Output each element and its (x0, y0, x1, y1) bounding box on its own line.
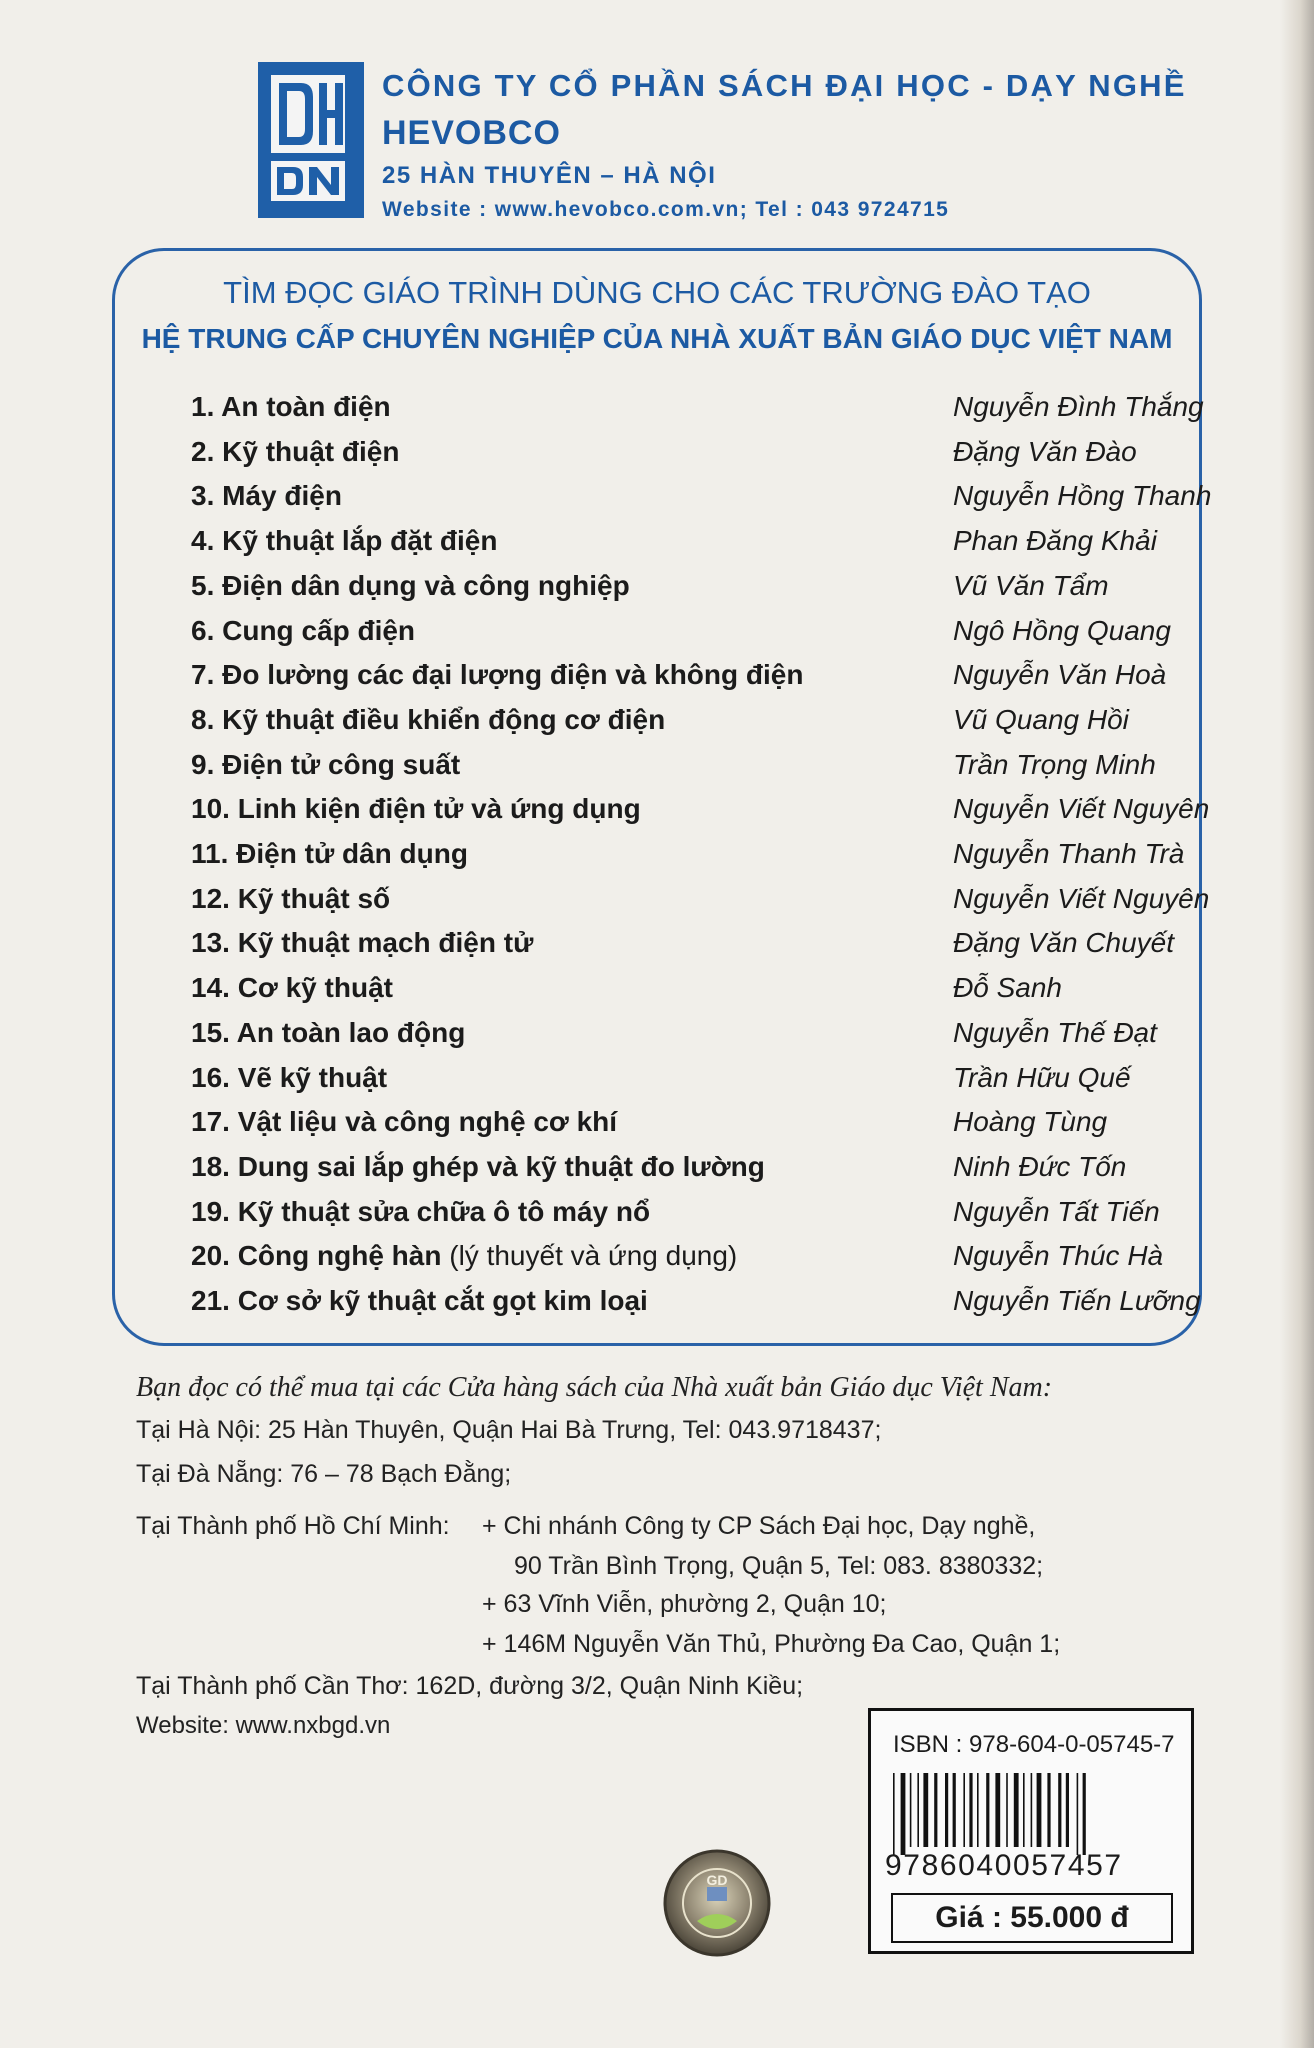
book-item (191, 1017, 1191, 1057)
book-item (191, 659, 1191, 699)
barcode-bar (917, 1773, 919, 1847)
barcode (891, 1773, 1175, 1855)
book-author: Hoàng Tùng (953, 1106, 1108, 1138)
book-title: 2. Kỹ thuật điện (191, 435, 400, 467)
book-author: Vũ Văn Tẩm (953, 569, 1109, 601)
store-cantho: Tại Thành phố Cần Thơ: 162D, đường 3/2, Quận Ninh Kiều; (136, 1672, 804, 1700)
store-hcm-line3: + 63 Vĩnh Viễn, phường 2, Quận 10; (482, 1590, 887, 1618)
book-item (191, 525, 1191, 565)
book-list (115, 251, 1212, 1343)
store-hanoi: Tại Hà Nội: 25 Hàn Thuyên, Quận Hai Bà Trưng, Tel: 043.9718437; (136, 1416, 882, 1444)
book-title: 20. Công nghệ hàn (191, 1240, 442, 1272)
barcode-bar (969, 1773, 972, 1847)
book-item (191, 838, 1191, 878)
book-author: Ninh Đức Tốn (953, 1150, 1127, 1182)
book-item (191, 615, 1191, 655)
brand-name: HEVOBCO (382, 114, 561, 152)
book-title: 12. Kỹ thuật số (191, 882, 391, 914)
barcode-bar (986, 1773, 989, 1847)
barcode-bar (910, 1773, 912, 1847)
book-author: Nguyễn Văn Hoà (953, 659, 1167, 691)
book-title-note: (lý thuyết và ứng dụng) (441, 1240, 738, 1272)
book-title: 11. Điện tử dân dụng (191, 838, 468, 869)
barcode-bar (1058, 1773, 1061, 1847)
isbn-label: ISBN : 978-604-0-05745-7 (893, 1731, 1175, 1758)
frame-title-line2: HỆ TRUNG CẤP CHUYÊN NGHIỆP CỦA NHÀ XUẤT BẢN GIÁO DỤC VIỆT NAM (141, 323, 1173, 354)
barcode-bar (1083, 1773, 1086, 1855)
book-title: 7. Đo lường các đại lượng điện và không điện (191, 659, 804, 691)
company-contact: Website : www.hevobco.com.vn; Tel : 043 9724715 (382, 198, 950, 221)
book-title: 9. Điện tử công suất (191, 748, 461, 780)
barcode-bar (1066, 1773, 1069, 1847)
barcode-bar (1047, 1773, 1050, 1847)
book-title-wrap (191, 1240, 737, 1272)
frame-title-line1: TÌM ĐỌC GIÁO TRÌNH DÙNG CHO CÁC TRƯỜNG ĐÀO TẠO (223, 275, 1091, 310)
book-title: 1. An toàn điện (191, 391, 391, 422)
book-title: 8. Kỹ thuật điều khiển động cơ điện (191, 703, 666, 735)
book-author: Nguyễn Viết Nguyên (953, 793, 1210, 825)
book-list-frame (112, 248, 1212, 1346)
book-item (191, 1106, 1191, 1146)
book-item (191, 1240, 1191, 1280)
book-title: 21. Cơ sở kỹ thuật cắt gọt kim loại (191, 1285, 648, 1316)
book-author: Ngô Hồng Quang (953, 614, 1171, 646)
page-edge-shadow (1280, 0, 1314, 2048)
barcode-bar (977, 1773, 979, 1847)
publisher-website: Website: www.nxbgd.vn (136, 1712, 391, 1739)
book-item (191, 793, 1210, 833)
isbn-box (868, 1708, 1194, 1954)
book-title: 6. Cung cấp điện (191, 614, 416, 646)
company-name: CÔNG TY CỔ PHẦN SÁCH ĐẠI HỌC - DẠY NGHỀ (382, 68, 1187, 103)
book-item (191, 570, 1191, 610)
book-author: Phan Đăng Khải (953, 525, 1157, 557)
store-hcm-line4: + 146M Nguyễn Văn Thủ, Phường Đa Cao, Quận 1; (482, 1630, 1061, 1658)
barcode-bar (963, 1773, 965, 1847)
book-title: 5. Điện dân dụng và công nghiệp (191, 569, 630, 601)
book-author: Vũ Quang Hồi (953, 703, 1129, 735)
book-author: Nguyễn Thế Đạt (953, 1016, 1157, 1048)
purchase-intro: Bạn đọc có thể mua tại các Cửa hàng sách của Nhà xuất bản Giáo dục Việt Nam: (136, 1372, 1053, 1403)
company-address: 25 HÀN THUYÊN – HÀ NỘI (382, 162, 717, 189)
book-item (191, 704, 1191, 744)
barcode-bar (923, 1773, 928, 1847)
store-hcm-label: Tại Thành phố Hồ Chí Minh: (136, 1512, 450, 1540)
book-item (191, 1196, 1191, 1236)
book-title: 16. Vẽ kỹ thuật (191, 1061, 388, 1093)
store-hcm-line2: 90 Trần Bình Trọng, Quận 5, Tel: 083. 8380332; (514, 1552, 1044, 1580)
book-author: Nguyễn Đình Thắng (953, 391, 1204, 422)
book-item (191, 882, 1210, 923)
barcode-bar (1077, 1773, 1079, 1855)
store-danang: Tại Đà Nẵng: 76 – 78 Bạch Đằng; (136, 1460, 512, 1488)
book-title: 19. Kỹ thuật sửa chữa ô tô máy nổ (191, 1195, 651, 1227)
barcode-digits: 9786040057457 (885, 1849, 1123, 1882)
book-item (191, 1285, 1201, 1325)
barcode-bar (893, 1773, 895, 1855)
book-title: 10. Linh kiện điện tử và ứng dụng (191, 793, 641, 825)
book-author: Nguyễn Thúc Hà (953, 1240, 1164, 1272)
seal-text: GD (706, 1872, 728, 1888)
book-author: Đỗ Sanh (953, 972, 1062, 1004)
book-item (191, 1151, 1191, 1191)
book-author: Trần Hữu Quế (953, 1061, 1131, 1093)
barcode-bar (1006, 1773, 1008, 1847)
book-item (191, 391, 1204, 431)
book-author: Nguyễn Thanh Trà (953, 838, 1185, 869)
barcode-bar (945, 1773, 948, 1847)
barcode-bar (901, 1773, 906, 1855)
book-title: 13. Kỹ thuật mạch điện tử (191, 927, 534, 959)
book-title: 18. Dung sai lắp ghép và kỹ thuật đo lường (191, 1150, 765, 1182)
book-title: 17. Vật liệu và công nghệ cơ khí (191, 1106, 618, 1138)
book-item (191, 972, 1191, 1012)
book-author: Đặng Văn Đào (953, 435, 1137, 467)
barcode-bar (953, 1773, 956, 1847)
publisher-logo (258, 62, 364, 218)
book-item (191, 436, 1191, 476)
hologram-seal (661, 1847, 773, 1959)
book-item (191, 927, 1191, 967)
book-author: Trần Trọng Minh (953, 748, 1156, 780)
barcode-bar (1023, 1773, 1025, 1847)
barcode-bar (934, 1773, 937, 1847)
barcode-bar (1014, 1773, 1019, 1847)
book-author: Nguyễn Hồng Thanh (953, 480, 1212, 512)
price-box (891, 1893, 1173, 1943)
book-item (191, 1062, 1191, 1102)
book-title: 15. An toàn lao động (191, 1016, 466, 1048)
book-author: Nguyễn Tất Tiến (953, 1195, 1160, 1227)
book-title: 14. Cơ kỹ thuật (191, 972, 393, 1004)
barcode-bar (1037, 1773, 1042, 1847)
book-author: Nguyễn Viết Nguyên (953, 882, 1210, 914)
book-author: Nguyễn Tiến Lưỡng (953, 1285, 1201, 1316)
book-item (191, 749, 1191, 789)
book-title: 4. Kỹ thuật lắp đặt điện (191, 525, 498, 557)
book-author: Đặng Văn Chuyết (953, 927, 1175, 959)
store-hcm-line1: + Chi nhánh Công ty CP Sách Đại học, Dạy nghề, (482, 1512, 1036, 1540)
price-label: Giá : 55.000 đ (935, 1901, 1129, 1934)
book-item (191, 480, 1212, 520)
barcode-bar (1031, 1773, 1033, 1847)
book-title: 3. Máy điện (191, 480, 342, 512)
barcode-bar (995, 1773, 1000, 1847)
